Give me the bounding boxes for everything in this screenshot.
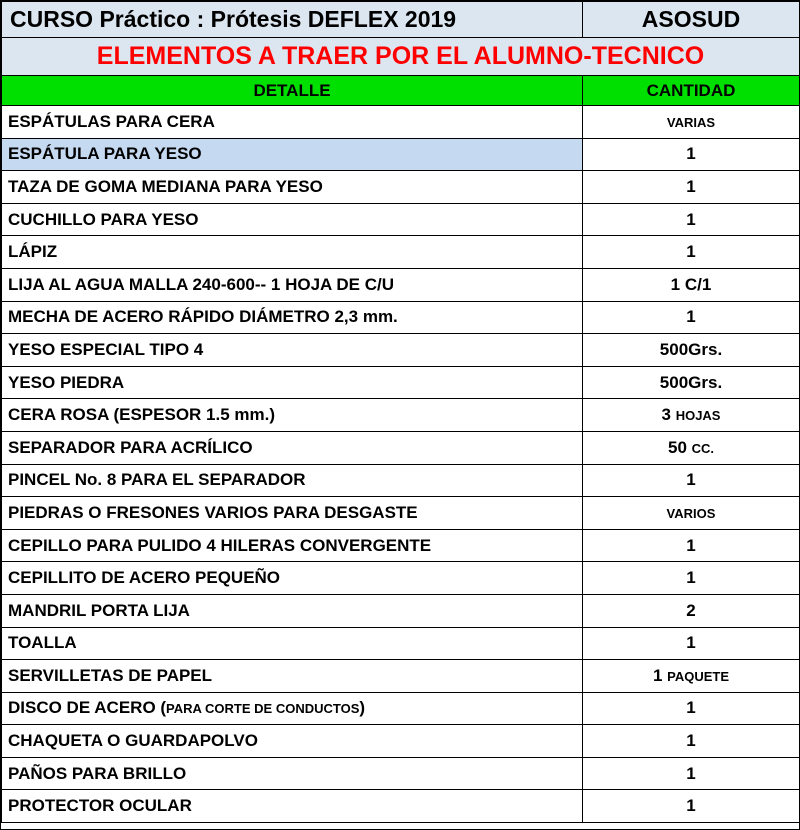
quantity-cell[interactable] [583,529,800,562]
detail-cell[interactable] [2,334,583,367]
quantity-cell[interactable] [583,431,800,464]
table-row [2,594,800,627]
detail-note-text: PARA CORTE DE CONDUCTOS [166,701,360,717]
quantity-value: 1 [652,665,668,685]
table-row [2,692,800,725]
detail-cell[interactable] [2,594,583,627]
table-row [2,562,800,595]
quantity-cell[interactable] [583,660,800,693]
title-row [2,2,800,38]
quantity-value: 1 [686,633,696,653]
quantity-value: 1 [686,763,696,783]
quantity-value: 1 [686,568,696,588]
quantity-cell[interactable] [583,692,800,725]
table-row [2,203,800,236]
table-row [2,106,800,139]
detail-text: CEPILLITO DE ACERO PEQUEÑO [8,568,281,588]
subtitle-row [2,38,800,76]
quantity-cell[interactable] [583,464,800,497]
quantity-value: 1 [686,698,696,718]
column-header-row [2,76,800,106]
table-row [2,366,800,399]
detail-cell[interactable] [2,562,583,595]
quantity-value: 1 [686,307,696,327]
detail-text: SEPARADOR PARA ACRÍLICO [8,437,253,457]
detail-cell[interactable] [2,236,583,269]
detail-text: MECHA DE ACERO RÁPIDO DIÁMETRO 2,3 mm. [8,307,398,327]
quantity-cell[interactable] [583,366,800,399]
column-header-quantity[interactable]: CANTIDAD [583,76,800,106]
detail-cell[interactable] [2,725,583,758]
table-row [2,497,800,530]
table-row [2,334,800,367]
table-row [2,138,800,171]
detail-cell[interactable] [2,301,583,334]
table-row [2,725,800,758]
quantity-cell[interactable] [583,334,800,367]
subtitle-cell[interactable]: ELEMENTOS A TRAER POR EL ALUMNO-TECNICO [2,38,800,76]
detail-text: CUCHILLO PARA YESO [8,209,199,229]
quantity-value: 500Grs. [659,372,723,392]
detail-text: MANDRIL PORTA LIJA [8,600,190,620]
detail-text: TOALLA [8,633,77,653]
detail-cell[interactable] [2,660,583,693]
quantity-value: 500Grs. [659,339,723,359]
table-row [2,660,800,693]
detail-text: DISCO DE ACERO ( [8,698,167,718]
detail-cell[interactable] [2,366,583,399]
table-row [2,529,800,562]
quantity-value: 2 [686,600,696,620]
detail-cell[interactable] [2,171,583,204]
detail-cell[interactable] [2,268,583,301]
table-row [2,236,800,269]
detail-text: PIEDRAS O FRESONES VARIOS PARA DESGASTE [8,502,418,522]
quantity-value: 1 [686,796,696,816]
quantity-unit: VARIAS [666,114,716,130]
detail-text: CERA ROSA (ESPESOR 1.5 mm.) [8,405,276,425]
quantity-cell[interactable] [583,497,800,530]
quantity-unit: HOJAS [675,408,721,424]
quantity-value: 3 [661,405,676,425]
detail-text: PAÑOS PARA BRILLO [8,763,187,783]
quantity-unit: VARIOS [666,505,716,521]
detail-cell[interactable] [2,757,583,790]
detail-cell[interactable] [2,692,583,725]
quantity-value: 1 C/1 [670,274,712,294]
detail-text: YESO ESPECIAL TIPO 4 [8,339,204,359]
detail-text: SERVILLETAS DE PAPEL [8,665,213,685]
table-row [2,171,800,204]
quantity-value: 1 [686,535,696,555]
quantity-cell[interactable] [583,171,800,204]
detail-text: YESO PIEDRA [8,372,125,392]
quantity-cell[interactable] [583,399,800,432]
detail-cell[interactable] [2,464,583,497]
column-header-detail[interactable]: DETALLE [2,76,583,106]
quantity-unit: PAQUETE [667,668,730,684]
quantity-cell[interactable] [583,594,800,627]
quantity-cell[interactable] [583,268,800,301]
detail-cell[interactable] [2,138,583,171]
detail-cell[interactable] [2,497,583,530]
table-row [2,301,800,334]
quantity-cell[interactable] [583,301,800,334]
table-row [2,627,800,660]
quantity-cell[interactable] [583,203,800,236]
detail-cell[interactable] [2,431,583,464]
quantity-value: 1 [686,731,696,751]
detail-text: PINCEL No. 8 PARA EL SEPARADOR [8,470,306,490]
course-title-cell[interactable]: CURSO Práctico : Prótesis DEFLEX 2019 [2,2,583,38]
quantity-cell[interactable] [583,757,800,790]
quantity-value: 1 [686,176,696,196]
quantity-cell[interactable] [583,138,800,171]
quantity-value: 1 [686,144,696,164]
detail-cell[interactable] [2,790,583,823]
table-row [2,464,800,497]
organization-cell[interactable]: ASOSUD [583,2,800,38]
quantity-cell[interactable] [583,627,800,660]
detail-cell[interactable] [2,106,583,139]
table-row [2,790,800,823]
table-row [2,268,800,301]
detail-cell[interactable] [2,203,583,236]
quantity-cell[interactable] [583,236,800,269]
quantity-cell[interactable] [583,106,800,139]
detail-text: PROTECTOR OCULAR [8,796,192,816]
detail-text: LÁPIZ [8,242,58,262]
detail-text: CEPILLO PARA PULIDO 4 HILERAS CONVERGENTE [8,535,432,555]
detail-text: ESPÁTULAS PARA CERA [8,111,215,131]
table-row [2,399,800,432]
quantity-value: 1 [686,470,696,490]
quantity-cell[interactable] [583,790,800,823]
quantity-unit: CC. [691,440,715,456]
detail-suffix-text: ) [359,698,366,718]
quantity-value: 1 [686,242,696,262]
detail-text: LIJA AL AGUA MALLA 240-600-- 1 HOJA DE C/U [8,274,395,294]
detail-text: CHAQUETA O GUARDAPOLVO [8,731,258,751]
quantity-value: 1 [686,209,696,229]
quantity-value: 50 [667,437,692,457]
quantity-cell[interactable] [583,725,800,758]
detail-cell[interactable] [2,627,583,660]
detail-text: ESPÁTULA PARA YESO [8,144,202,164]
detail-cell[interactable] [2,529,583,562]
materials-table [1,1,800,823]
table-row [2,757,800,790]
quantity-cell[interactable] [583,562,800,595]
detail-text: TAZA DE GOMA MEDIANA PARA YESO [8,176,323,196]
detail-cell[interactable] [2,399,583,432]
table-row [2,431,800,464]
